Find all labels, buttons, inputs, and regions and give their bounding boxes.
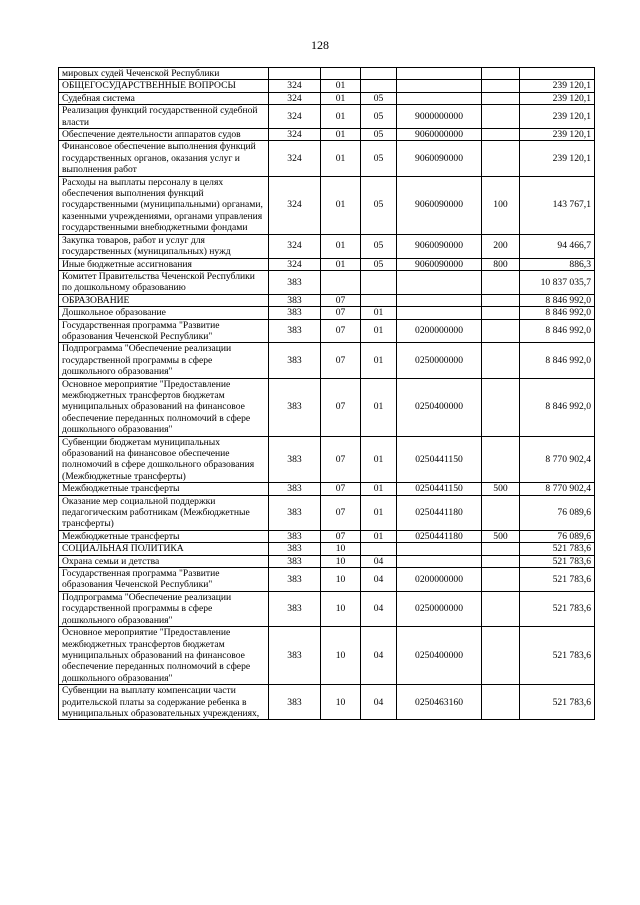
row-subsection-code: 04	[361, 627, 397, 685]
row-subsection-code: 05	[361, 176, 397, 234]
row-target-article: 0250000000	[397, 591, 482, 626]
row-target-article	[397, 68, 482, 80]
row-amount: 239 120,1	[520, 129, 595, 141]
row-expense-type	[482, 129, 520, 141]
row-expense-type	[482, 495, 520, 530]
table-row	[59, 176, 595, 234]
row-ved-code: 324	[269, 176, 321, 234]
row-target-article: 9060000000	[397, 129, 482, 141]
row-amount: 8 770 902,4	[520, 436, 595, 483]
row-subsection-code: 01	[361, 530, 397, 542]
row-ved-code: 324	[269, 105, 321, 129]
row-subsection-code: 01	[361, 378, 397, 436]
row-subsection-code: 05	[361, 234, 397, 258]
row-name: мировых судей Чеченской Республики	[59, 68, 269, 80]
row-subsection-code: 01	[361, 307, 397, 319]
row-expense-type	[482, 591, 520, 626]
row-ved-code: 383	[269, 307, 321, 319]
row-subsection-code: 05	[361, 141, 397, 176]
row-amount: 886,3	[520, 258, 595, 270]
row-subsection-code: 05	[361, 92, 397, 104]
table-row	[59, 294, 595, 306]
row-ved-code: 383	[269, 343, 321, 378]
row-section-code	[321, 270, 361, 294]
row-expense-type: 200	[482, 234, 520, 258]
row-subsection-code: 01	[361, 343, 397, 378]
row-subsection-code: 05	[361, 105, 397, 129]
row-amount: 8 846 992,0	[520, 294, 595, 306]
table-row	[59, 436, 595, 483]
row-amount: 8 846 992,0	[520, 319, 595, 343]
row-target-article	[397, 555, 482, 567]
row-subsection-code: 01	[361, 319, 397, 343]
row-target-article	[397, 270, 482, 294]
row-ved-code: 383	[269, 555, 321, 567]
row-amount: 8 846 992,0	[520, 343, 595, 378]
row-subsection-code: 04	[361, 568, 397, 592]
row-name: Субвенции на выплату компенсации части родительской платы за содержание ребенка в муниципальных образовательных учреждениях,	[59, 685, 269, 720]
row-name: Иные бюджетные ассигнования	[59, 258, 269, 270]
row-target-article: 0250000000	[397, 343, 482, 378]
row-ved-code: 383	[269, 591, 321, 626]
table-row	[59, 591, 595, 626]
row-target-article: 9060090000	[397, 234, 482, 258]
row-amount: 76 089,6	[520, 530, 595, 542]
row-expense-type	[482, 555, 520, 567]
row-section-code: 10	[321, 685, 361, 720]
row-section-code: 10	[321, 568, 361, 592]
row-subsection-code	[361, 68, 397, 80]
row-section-code: 01	[321, 92, 361, 104]
row-name: Подпрограмма "Обеспечение реализации государственной программы в сфере дошкольного образования"	[59, 343, 269, 378]
row-amount: 521 783,6	[520, 685, 595, 720]
row-section-code: 07	[321, 378, 361, 436]
row-amount: 239 120,1	[520, 92, 595, 104]
row-subsection-code: 04	[361, 555, 397, 567]
row-subsection-code	[361, 543, 397, 555]
row-target-article: 9060090000	[397, 141, 482, 176]
row-expense-type	[482, 270, 520, 294]
row-section-code: 07	[321, 530, 361, 542]
table-row	[59, 319, 595, 343]
row-amount: 521 783,6	[520, 568, 595, 592]
row-expense-type	[482, 378, 520, 436]
row-amount: 239 120,1	[520, 105, 595, 129]
row-ved-code: 383	[269, 294, 321, 306]
row-ved-code: 383	[269, 685, 321, 720]
row-expense-type: 800	[482, 258, 520, 270]
row-target-article: 9060090000	[397, 258, 482, 270]
row-subsection-code	[361, 270, 397, 294]
row-section-code: 10	[321, 591, 361, 626]
row-section-code: 01	[321, 258, 361, 270]
row-amount: 94 466,7	[520, 234, 595, 258]
row-name: Государственная программа "Развитие образования Чеченской Республики"	[59, 319, 269, 343]
row-section-code: 01	[321, 176, 361, 234]
row-name: Судебная система	[59, 92, 269, 104]
row-section-code: 01	[321, 80, 361, 92]
table-row	[59, 307, 595, 319]
row-target-article	[397, 307, 482, 319]
row-target-article: 9060090000	[397, 176, 482, 234]
row-target-article: 0250400000	[397, 378, 482, 436]
row-expense-type	[482, 685, 520, 720]
row-expense-type	[482, 307, 520, 319]
row-amount: 143 767,1	[520, 176, 595, 234]
row-section-code: 07	[321, 319, 361, 343]
row-section-code: 07	[321, 343, 361, 378]
row-name: Расходы на выплаты персоналу в целях обеспечения выполнения функций государственными (муниципальными) органами, казенными учреждениями, органами управления государственными внебюджетными фондами	[59, 176, 269, 234]
row-amount: 8 770 902,4	[520, 483, 595, 495]
row-expense-type	[482, 343, 520, 378]
row-subsection-code: 04	[361, 591, 397, 626]
row-amount: 10 837 035,7	[520, 270, 595, 294]
row-amount: 521 783,6	[520, 627, 595, 685]
row-name: Подпрограмма "Обеспечение реализации государственной программы в сфере дошкольного образования"	[59, 591, 269, 626]
row-target-article	[397, 92, 482, 104]
row-section-code: 10	[321, 627, 361, 685]
table-row	[59, 343, 595, 378]
row-name: ОБЩЕГОСУДАРСТВЕННЫЕ ВОПРОСЫ	[59, 80, 269, 92]
row-ved-code	[269, 68, 321, 80]
table-row	[59, 495, 595, 530]
row-amount: 239 120,1	[520, 80, 595, 92]
row-expense-type	[482, 294, 520, 306]
row-name: СОЦИАЛЬНАЯ ПОЛИТИКА	[59, 543, 269, 555]
row-ved-code: 383	[269, 270, 321, 294]
row-name: Межбюджетные трансферты	[59, 530, 269, 542]
row-ved-code: 324	[269, 141, 321, 176]
row-expense-type	[482, 141, 520, 176]
row-name: Охрана семьи и детства	[59, 555, 269, 567]
row-target-article: 0200000000	[397, 319, 482, 343]
row-subsection-code	[361, 294, 397, 306]
row-ved-code: 324	[269, 234, 321, 258]
table-row	[59, 105, 595, 129]
row-name: Закупка товаров, работ и услуг для государственных (муниципальных) нужд	[59, 234, 269, 258]
row-name: Межбюджетные трансферты	[59, 483, 269, 495]
row-expense-type	[482, 627, 520, 685]
table-row	[59, 555, 595, 567]
row-expense-type: 500	[482, 530, 520, 542]
table-row	[59, 378, 595, 436]
row-ved-code: 383	[269, 378, 321, 436]
row-section-code: 07	[321, 294, 361, 306]
row-ved-code: 383	[269, 568, 321, 592]
row-target-article: 0250441180	[397, 495, 482, 530]
table-row	[59, 234, 595, 258]
row-expense-type	[482, 543, 520, 555]
row-section-code: 01	[321, 129, 361, 141]
row-name: Субвенции бюджетам муниципальных образований на финансовое обеспечение полномочий в сфере дошкольного образования (Межбюджетные трансферты)	[59, 436, 269, 483]
row-name: Основное мероприятие "Предоставление межбюджетных трансфертов бюджетам муниципальных образований на финансовое обеспечение переданных полномочий в сфере дошкольного образования"	[59, 378, 269, 436]
row-subsection-code: 05	[361, 258, 397, 270]
row-ved-code: 324	[269, 92, 321, 104]
row-expense-type	[482, 436, 520, 483]
row-subsection-code	[361, 80, 397, 92]
budget-table	[58, 67, 595, 720]
row-target-article: 0200000000	[397, 568, 482, 592]
row-name: Комитет Правительства Чеченской Республики по дошкольному образованию	[59, 270, 269, 294]
row-expense-type: 100	[482, 176, 520, 234]
row-section-code: 01	[321, 141, 361, 176]
row-amount: 8 846 992,0	[520, 307, 595, 319]
row-expense-type	[482, 105, 520, 129]
table-row	[59, 258, 595, 270]
row-expense-type: 500	[482, 483, 520, 495]
row-ved-code: 383	[269, 543, 321, 555]
row-target-article	[397, 294, 482, 306]
row-amount: 521 783,6	[520, 555, 595, 567]
row-section-code: 07	[321, 495, 361, 530]
row-section-code: 07	[321, 483, 361, 495]
row-name: Оказание мер социальной поддержки педагогическим работникам (Межбюджетные трансферты)	[59, 495, 269, 530]
row-amount: 76 089,6	[520, 495, 595, 530]
row-ved-code: 383	[269, 319, 321, 343]
table-row	[59, 568, 595, 592]
row-expense-type	[482, 319, 520, 343]
row-name: ОБРАЗОВАНИЕ	[59, 294, 269, 306]
row-section-code: 01	[321, 105, 361, 129]
table-row	[59, 92, 595, 104]
table-row	[59, 68, 595, 80]
row-section-code: 07	[321, 436, 361, 483]
row-amount	[520, 68, 595, 80]
row-amount: 521 783,6	[520, 543, 595, 555]
table-row	[59, 129, 595, 141]
table-row	[59, 483, 595, 495]
row-subsection-code: 01	[361, 495, 397, 530]
row-ved-code: 324	[269, 258, 321, 270]
row-ved-code: 324	[269, 80, 321, 92]
budget-table-body	[59, 68, 595, 720]
row-name: Дошкольное образование	[59, 307, 269, 319]
table-row	[59, 530, 595, 542]
row-name: Основное мероприятие "Предоставление межбюджетных трансфертов бюджетам муниципальных образований на финансовое обеспечение переданных полномочий в сфере дошкольного образования"	[59, 627, 269, 685]
row-amount: 521 783,6	[520, 591, 595, 626]
row-amount: 8 846 992,0	[520, 378, 595, 436]
row-section-code: 10	[321, 555, 361, 567]
row-section-code: 01	[321, 234, 361, 258]
table-row	[59, 80, 595, 92]
row-name: Государственная программа "Развитие образования Чеченской Республики"	[59, 568, 269, 592]
row-name: Реализация функций государственной судебной власти	[59, 105, 269, 129]
row-subsection-code: 04	[361, 685, 397, 720]
row-ved-code: 383	[269, 436, 321, 483]
row-section-code	[321, 68, 361, 80]
row-subsection-code: 01	[361, 483, 397, 495]
row-expense-type	[482, 68, 520, 80]
row-subsection-code: 01	[361, 436, 397, 483]
row-subsection-code: 05	[361, 129, 397, 141]
row-ved-code: 383	[269, 495, 321, 530]
row-ved-code: 383	[269, 530, 321, 542]
row-target-article: 0250441180	[397, 530, 482, 542]
row-expense-type	[482, 568, 520, 592]
table-row	[59, 543, 595, 555]
row-ved-code: 324	[269, 129, 321, 141]
table-row	[59, 685, 595, 720]
row-name: Обеспечение деятельности аппаратов судов	[59, 129, 269, 141]
row-expense-type	[482, 92, 520, 104]
table-row	[59, 627, 595, 685]
row-target-article	[397, 80, 482, 92]
row-target-article: 0250441150	[397, 483, 482, 495]
table-row	[59, 141, 595, 176]
row-target-article: 0250463160	[397, 685, 482, 720]
page-number: 128	[311, 38, 329, 52]
row-expense-type	[482, 80, 520, 92]
row-section-code: 10	[321, 543, 361, 555]
row-target-article: 0250441150	[397, 436, 482, 483]
row-target-article	[397, 543, 482, 555]
row-ved-code: 383	[269, 483, 321, 495]
row-target-article: 0250400000	[397, 627, 482, 685]
row-section-code: 07	[321, 307, 361, 319]
row-ved-code: 383	[269, 627, 321, 685]
table-row	[59, 270, 595, 294]
row-name: Финансовое обеспечение выполнения функций государственных органов, оказания услуг и выполнения работ	[59, 141, 269, 176]
row-target-article: 9000000000	[397, 105, 482, 129]
row-amount: 239 120,1	[520, 141, 595, 176]
